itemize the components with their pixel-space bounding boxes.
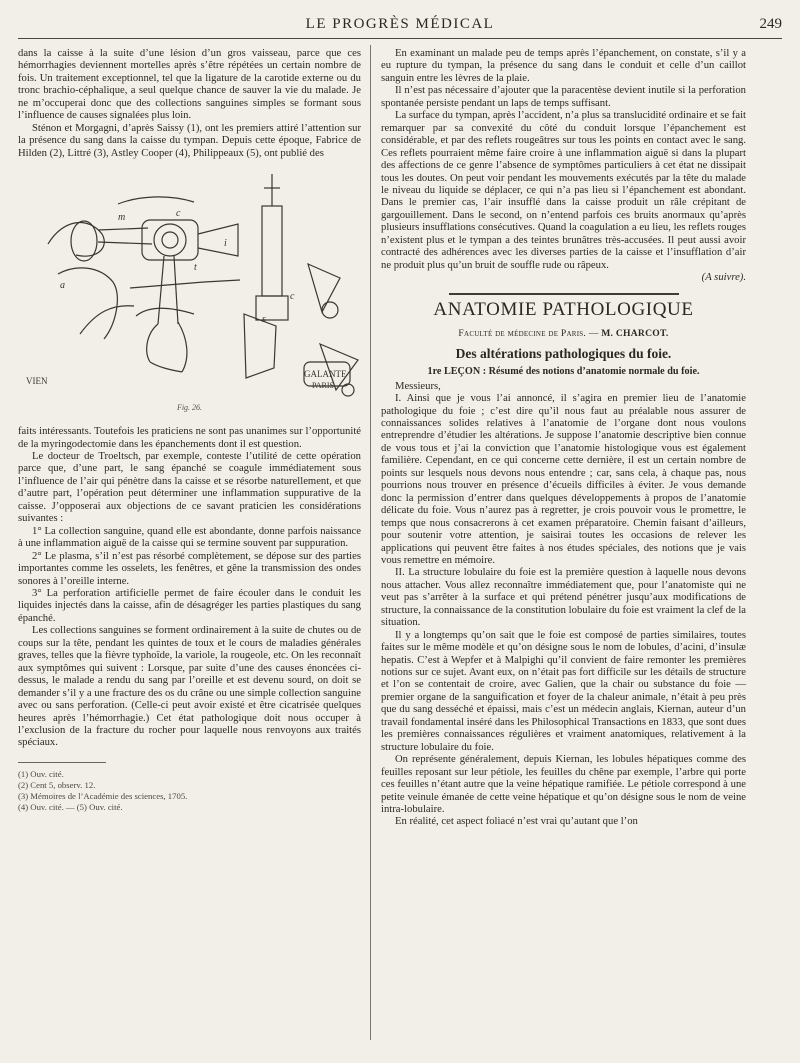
- paragraph: En examinant un malade peu de temps après l’épanchement, on constate, s’il y a eu rupture du tympan, la présence du sang dans le conduit et celle d’un caillot sanguin entre les lèvres de la plaie.: [381, 48, 746, 84]
- paragraph: 1° La collection sanguine, quand elle est abondante, donne parfois naissance à une inflammation aiguë de la caisse qui se termine souvent par suppuration.: [18, 525, 361, 550]
- continuation-note: (A suivre).: [701, 272, 746, 284]
- footnote: (1) Ouv. cité.: [18, 768, 64, 779]
- figure-mark: t: [194, 262, 197, 274]
- running-header: [18, 14, 782, 39]
- paragraph: 2° Le plasma, s’il n’est pas résorbé complètement, se dépose sur des parties importantes comme les osselets, les fenêtres, et gêne la transmission des ondes sonores à l’oreille interne.: [18, 550, 361, 587]
- figure-mark: i: [224, 238, 227, 250]
- paragraph: dans la caisse à la suite d’une lésion d’un gros vaisseau, parce que ces hémorrhagies deviennent mortelles après s’être répétées un certain nombre de fois. Un traitement exceptionnel, tel que la ligature de la carotide externe ou du tronc brachio-céphalique, a seul quelque chance de sauver la vie du malade. Je ne m’occuperai donc que des collections sanguines simples se formant sous l’influence de causes signalées plus loin.: [18, 48, 361, 122]
- article-subheading: Des altérations pathologiques du foie.: [455, 345, 672, 361]
- section-rule: [449, 293, 679, 295]
- figure-caption: Fig. 26.: [176, 403, 203, 413]
- paragraph: Les collections sanguines se forment ordinairement à la suite de chutes ou de coups sur la tête, pendant les quintes de toux et le cours de maladies générales graves, telles que la fièvre typhoïde, la variole, la rougeole, etc. On les reconnaît aux symptômes qui suivent : Lorsque, par suite d’une des causes énoncées ci-dessus, le malade a rendu du sang par l’oreille et est devenu sourd, on doit se demander s’il y a une fracture des os du crâne ou une simple collection sanguine avec ou sans perforation. (Celle-ci peut avoir existé et être cicatrisée quelques heures après l’hémorrhagie.) Cet état pathologique doit nous occuper à l’exclusion de la fracture du rocher pour laquelle nous renvoyons aux traités spéciaux.: [18, 625, 361, 749]
- footnote-rule: [18, 762, 106, 763]
- page-number: 249: [759, 16, 782, 32]
- column-divider: [370, 45, 371, 1040]
- paragraph: Il n’est pas nécessaire d’ajouter que la paracentèse devient inutile si la perforation spontanée persiste pendant un laps de temps suffisant.: [381, 85, 746, 109]
- figure-mark: m: [118, 212, 126, 224]
- left-column: [18, 48, 361, 813]
- maker-place: PARIS: [312, 381, 334, 391]
- paragraph: Il y a longtemps qu’on sait que le foie est composé de parties similaires, toutes faites sur le même modèle et qu’on désigne sous le nom de lobules, d’acini, d’insulæ hepatis. C’est à Wepfer et à Malpighi qu’il convient de faire remonter les premières notions sur ce sujet. Avant eux, on n’était pas fort difficile sur les détails de structure et l’on se contentait de croire, avec Galien, que la chair ou substance du foie — premier organe de la sanguification et foyer de la chaleur animale, n’était à peu près que du sang desséché et épaissi, mais c’est un médecin anglais, Kiernan, auteur d’un travail fondamental inséré dans les Philosophical Transactions en 1833, que sont dues les premières connaissances régulières et vraiment anatomiques, relativement à la structure lobulaire du foie.: [381, 629, 746, 753]
- paragraph: Sténon et Morgagni, d’après Saissy (1), ont les premiers attiré l’attention sur la présence du sang dans la caisse du tympan. Depuis cette époque, Fabrice de Hilden (2), Littré (3), Astley Cooper (4), Philippeaux (5), ont publié des: [18, 122, 361, 159]
- paragraph: La surface du tympan, après l’accident, n’a plus sa translucidité ordinaire et se fait remarquer par sa convexité du côté du conduit lorsque l’épanchement est considérable, et par des reflets rougeâtres sur tous les points en contact avec le sang. Ces reflets pourraient même faire croire à une inflammation aiguë si dans la plupart des affections de ce genre l’absence de symptômes particuliers à cet état ne dissipait tous les doutes. On peut voir pendant les mouvements exécutés par la tête du malade le niveau du liquide se déplacer, ce qui n’a pas lieu si l’épanchement est abondant. Dans le premier cas, l’air insufflé dans la caisse produit un râle crépitant de gargouillement. Dans le second, on n’entend parfois ces bruits anormaux qu’après plusieurs insufflations consécutives. Quand la coagulation a eu lieu, les reflets rouges n’existent plus et le tympan a des teintes brunâtres très-accusées. Il peut aussi avoir contracté des adhérences avec les diverses parties de la caisse et l’insufflation d’air ne produit plus qu’un bruit de souffle rude ou râpeux.: [381, 110, 746, 271]
- salutation: Messieurs,: [395, 380, 441, 392]
- faculty-line: [381, 328, 746, 340]
- paragraph: 3° La perforation artificielle permet de faire écouler dans le conduit les liquides injectés dans la caisse, afin de désagréger les parties plastiques du sang épanché.: [18, 587, 361, 624]
- professor-name: M. CHARCOT.: [601, 327, 669, 339]
- engraver-signature: VIEN: [26, 376, 48, 387]
- section-title: ANATOMIE PATHOLOGIQUE: [433, 298, 694, 320]
- footnote: (4) Ouv. cité. — (5) Ouv. cité.: [18, 801, 123, 812]
- faculty-name: Faculté de médecine de Paris. —: [458, 327, 599, 339]
- paragraph: II. La structure lobulaire du foie est la première question à laquelle nous devons nous attacher. Vous allez reconnaître immédiatement que, pour l’anatomiste qui ne veut pas s’arrêter à la surface et qui prétend pénétrer jusqu’aux modifications de structure, la connaissance de la constitution lobulaire du foie est vraiment la clef de la situation.: [381, 567, 746, 629]
- figure-mark: c: [290, 291, 295, 303]
- lesson-line: 1re LEÇON : Résumé des notions d’anatomie normale du foie.: [427, 365, 700, 377]
- footnote: (2) Cent 5, observ. 12.: [18, 779, 96, 790]
- paragraph: On représente généralement, depuis Kiernan, les lobules hépatiques comme des feuilles reposant sur leur pétiole, les feuilles du chêne par exemple, l’arbre qui porte ces feuilles n’étant autre que la veine hépatique ramifiée. Le pétiole correspond à une petite veinule émanée de cette veine hépatique et qu’on désigne sous le nom de veine intra-lobulaire.: [381, 754, 746, 816]
- figure-mark: s: [262, 314, 266, 326]
- paragraph: I. Ainsi que je vous l’ai annoncé, il s’agira en premier lieu de l’anatomie pathologique du foie ; c’est dire qu’il nous faut au préalable nous assurer de connaissances solides relatives à l’anatomie de l’organe dont nous voulons entreprendre d’étudier les altérations. Je suppose l’anatomie descriptive bien connue de vous tous et j’ai la conviction que l’anatomie histologique vous est également familière. Cependant, en ce qui concerne cette dernière, il est un certain nombre de points sur lesquels nous devons nous entendre ; car, sans cela, à chaque pas, nous pourrions nous trouver en présence d’écueils difficiles à éviter. Je vous demande donc la permission d’entrer dans quelques développements à propos de l’anatomie délicate du foie. Vous n’aurez pas à regretter, je crois pouvoir vous le promettre, le temps que nous consacrerons à cet examen préparatoire. Chemin faisant d’ailleurs, pour soutenir votre attention, je saisirai toutes les occasions de relever les applications qui peuvent être faites à nos études spéciales, des notions que je vais vous remettre en mémoire.: [381, 393, 746, 566]
- paragraph: En réalité, cet aspect foliacé n’est vrai qu’autant que l’on: [395, 816, 638, 828]
- paragraph: Le docteur de Troeltsch, par exemple, conteste l’utilité de cette opération parce que, d’une part, le sang épanché se coagule immédiatement sous l’influence de l’air qui pénètre dans la caisse et se résorbe naturellement, et que d’autre part, l’opération peut déterminer une inflammation suppurative de la caisse. J’opposerai aux objections de ce savant praticien les considérations suivantes :: [18, 450, 361, 525]
- otoscope-engraving: [18, 164, 361, 402]
- figure-otoscope-engraving: [18, 164, 361, 424]
- figure-mark: c: [176, 208, 181, 220]
- footnote: (3) Mémoires de l’Académie des sciences, 1705.: [18, 790, 188, 801]
- right-column: [381, 48, 746, 829]
- paragraph: faits intéressants. Toutefois les praticiens ne sont pas unanimes sur l’opportunité de la myringodectomie dans les épanchements dont il est question.: [18, 426, 361, 450]
- maker-name: GALANTE: [304, 369, 347, 380]
- figure-mark: a: [60, 280, 65, 292]
- running-title: LE PROGRÈS MÉDICAL: [305, 16, 495, 32]
